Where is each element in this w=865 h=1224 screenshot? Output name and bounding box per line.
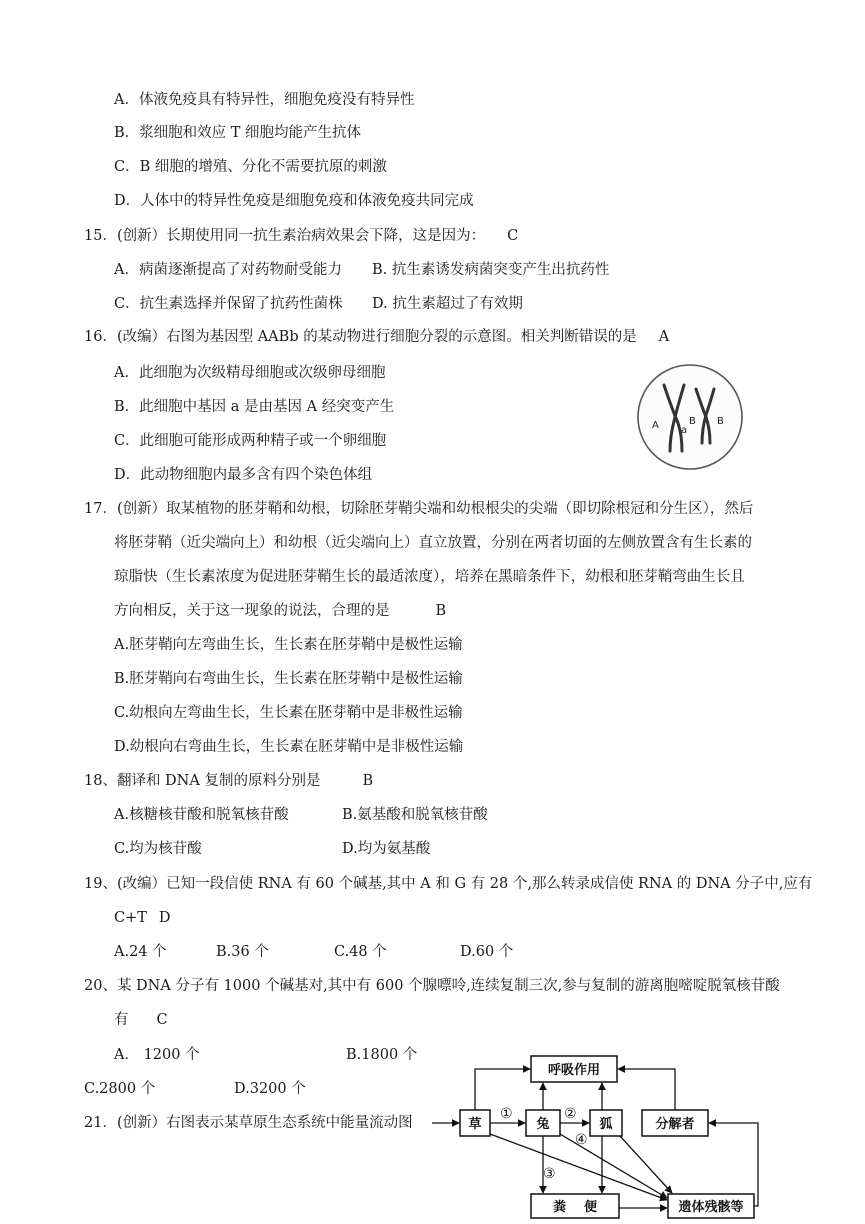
q14-option-d: D．人体中的特异性免疫是细胞免疫和体液免疫共同完成 [114,193,474,209]
q17-option-a: A.胚芽鞘向左弯曲生长，生长素在胚芽鞘中是极性运输 [114,637,463,653]
arrow-grass-respiration [475,1069,530,1110]
label-feces: 粪 便 [552,1200,598,1215]
q16-stem-text: 16．(改编）右图为基因型 AABb 的某动物进行细胞分裂的示意图。相关判断错误的是 [84,329,637,345]
q17-option-d: D.幼根向右弯曲生长，生长素在胚芽鞘中是非极性运输 [114,739,464,755]
q18-option-d: D.均为氨基酸 [342,841,431,857]
arrow-fox-remains [620,1136,672,1193]
arrow-decomposer-respiration [618,1069,675,1110]
label-rabbit: 兔 [536,1117,550,1132]
q19-option-d: D.60 个 [460,944,514,960]
q20-option-a: A． 1200 个 [114,1047,200,1063]
q17-stem-line-2: 将胚芽鞘（近尖端向上）和幼根（近尖端向上）直立放置，分别在两者切面的左侧放置含有生长素的 [114,535,752,551]
cell-division-figure [626,363,754,471]
q18-answer: B [362,773,374,789]
fig-label-A: A [652,420,659,431]
arrow-label-2: ② [564,1106,577,1122]
q18-option-c: C.均为核苷酸 [114,841,202,857]
arrow-label-3: ③ [543,1166,556,1182]
q16-option-b: B．此细胞中基因 a 是由基因 A 经突变产生 [114,399,395,415]
q19-stem-line-1: 19、(改编）已知一段信使 RNA 有 60 个碱基,其中 A 和 G 有 28 个,那么转录成信使 RNA 的 DNA 分子中,应有 [84,876,813,892]
q20-stem-line-2-text: 有 [114,1012,129,1028]
q15-stem-text: 15．(创新）长期使用同一抗生素治病效果会下降，这是因为： [84,228,486,244]
q16-option-a: A．此细胞为次级精母细胞或次级卵母细胞 [114,365,386,381]
q20-option-c: C.2800 个 [84,1081,156,1097]
q16-answer: A [658,329,670,345]
q16-option-c: C．此细胞可能形成两种精子或一个卵细胞 [114,433,387,449]
q19-stem-line-2-text: C+T [114,910,147,926]
fig-label-B-left: B [689,416,696,427]
energy-flow-diagram [430,1048,760,1220]
label-decomposer: 分解者 [655,1117,695,1132]
arrow-label-4: ④ [575,1132,588,1148]
q20-answer: C [156,1012,168,1028]
q18-option-a: A.核糖核苷酸和脱氧核苷酸 [114,807,289,823]
q17-option-c: C.幼根向左弯曲生长，生长素在胚芽鞘中是非极性运输 [114,705,463,721]
q17-answer: B [435,603,447,619]
q18-option-b: B.氨基酸和脱氧核苷酸 [342,807,488,823]
q21-stem: 21．(创新）右图表示某草原生态系统中能量流动图 [84,1115,413,1131]
label-grass: 草 [468,1117,482,1132]
q16-stem [84,327,669,347]
q17-stem-line-1: 17．(创新）取某植物的胚芽鞘和幼根，切除胚芽鞘尖端和幼根根尖的尖端（即切除根冠和分生区），然后 [84,501,754,517]
fig-label-a: a [681,425,688,436]
label-fox: 狐 [599,1117,613,1132]
q17-stem-line-4-text: 方向相反，关于这一现象的说法，合理的是 [114,603,390,619]
label-respiration: 呼吸作用 [547,1063,601,1078]
q19-option-c: C.48 个 [334,944,387,960]
q18-stem [84,771,373,791]
q19-answer: D [158,910,171,926]
q17-stem-line-4 [114,601,446,621]
arrow-label-1: ① [500,1106,513,1122]
q20-stem-line-1: 20、某 DNA 分子有 1000 个碱基对,其中有 600 个腺嘌呤,连续复制三次,参与复制的游离胞嘧啶脱氧核苷酸 [84,978,780,994]
q15-option-b: B. 抗生素诱发病菌突变产生出抗药性 [372,262,610,278]
q20-option-b: B.1800 个 [346,1047,418,1063]
q16-option-d: D．此动物细胞内最多含有四个染色体组 [114,467,373,483]
q20-stem-line-2 [114,1010,168,1030]
q15-answer: C [507,228,519,244]
q20-option-d: D.3200 个 [234,1081,306,1097]
q19-option-a: A.24 个 [114,944,167,960]
q17-option-b: B.胚芽鞘向右弯曲生长，生长素在胚芽鞘中是极性运输 [114,671,463,687]
fig-label-B-right: B [717,416,724,427]
q15-stem [84,226,518,246]
q15-option-c: C．抗生素选择并保留了抗药性菌株 [114,296,343,312]
q14-option-c: C．B 细胞的增殖、分化不需要抗原的刺激 [114,159,387,175]
q19-stem-line-2 [114,908,171,928]
q15-option-a: A．病菌逐渐提高了对药物耐受能力 [114,262,342,278]
q19-option-b: B.36 个 [216,944,269,960]
label-remains: 遗体残骸等 [678,1200,744,1215]
q18-stem-text: 18、翻译和 DNA 复制的原料分别是 [84,773,321,789]
q14-option-b: B．浆细胞和效应 T 细胞均能产生抗体 [114,125,362,141]
q15-option-d: D. 抗生素超过了有效期 [372,296,523,312]
q14-option-a: A．体液免疫具有特异性，细胞免疫没有特异性 [114,92,415,108]
q17-stem-line-3: 琼脂快（生长素浓度为促进胚芽鞘生长的最适浓度），培养在黑暗条件下，幼根和胚芽鞘弯曲生长且 [114,569,745,585]
